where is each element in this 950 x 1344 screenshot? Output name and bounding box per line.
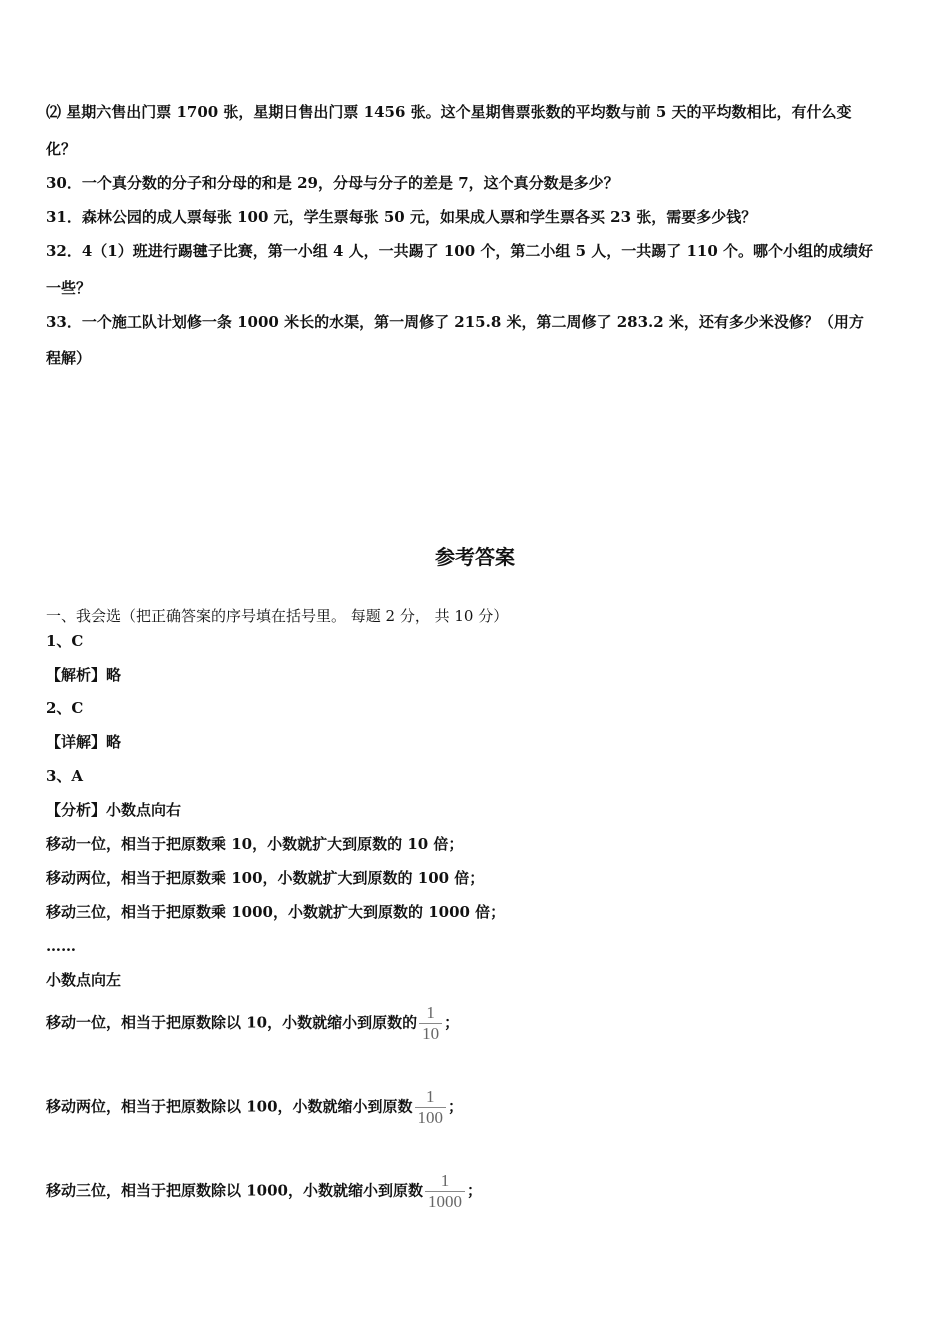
ellipsis: …… xyxy=(46,937,76,955)
shift-right-three: 移动三位，相当于把原数乘 1000，小数就扩大到原数的 1000 倍； xyxy=(46,903,506,921)
question-32: 32．4（1）班进行踢毽子比赛，第一小组 4 人，一共踢了 100 个，第二小组 5 人，一共踢了 110 个。哪个小组的成绩好 xyxy=(46,242,874,260)
section-heading: 一、我会选（把正确答案的序号填在括号里。 每题 2 分， 共 10 分） xyxy=(46,607,509,625)
fraction-numerator: 1 xyxy=(440,1171,450,1190)
fraction-1-100 xyxy=(415,1087,447,1128)
answer-1-note: 【解析】略 xyxy=(46,666,122,684)
answer-2: 2、C xyxy=(46,699,84,717)
shift-left-three xyxy=(46,1171,482,1212)
question-29-2: ⑵ 星期六售出门票 1700 张，星期日售出门票 1456 张。这个星期售票张数的平均数与前 5 天的平均数相比，有什么变 xyxy=(46,103,852,121)
shift-right-two: 移动两位，相当于把原数乘 100，小数就扩大到原数的 100 倍； xyxy=(46,869,485,887)
semicolon: ； xyxy=(466,1181,482,1200)
answer-3-note: 【分析】小数点向右 xyxy=(46,801,182,819)
answer-1: 1、C xyxy=(46,632,84,650)
shift-left-one-text: 移动一位，相当于把原数除以 10，小数就缩小到原数的 xyxy=(46,1013,418,1032)
shift-left-two xyxy=(46,1087,463,1128)
fraction-1-1000 xyxy=(425,1171,465,1212)
shift-left-three-text: 移动三位，相当于把原数除以 1000，小数就缩小到原数 xyxy=(46,1181,423,1200)
question-33: 33．一个施工队计划修一条 1000 米长的水渠，第一周修了 215.8 米，第二周修了 283.2 米，还有多少米没修？（用方 xyxy=(46,313,864,331)
semicolon: ； xyxy=(444,1013,460,1032)
shift-left-one xyxy=(46,1003,459,1044)
question-29-2-continued: 化？ xyxy=(46,140,77,158)
question-32-continued: 一些？ xyxy=(46,279,92,297)
answer-3: 3、A xyxy=(46,767,84,785)
question-30: 30．一个真分数的分子和分母的和是 29，分母与分子的差是 7，这个真分数是多少？ xyxy=(46,174,619,192)
fraction-1-10 xyxy=(419,1003,442,1044)
shift-left-two-text: 移动两位，相当于把原数除以 100，小数就缩小到原数 xyxy=(46,1097,413,1116)
fraction-denominator: 100 xyxy=(415,1107,447,1128)
fraction-numerator: 1 xyxy=(426,1003,435,1022)
fraction-numerator: 1 xyxy=(426,1087,435,1106)
fraction-denominator: 10 xyxy=(419,1023,442,1044)
answer-2-note: 【详解】略 xyxy=(46,733,122,751)
fraction-denominator: 1000 xyxy=(425,1191,465,1212)
shift-right-one: 移动一位，相当于把原数乘 10，小数就扩大到原数的 10 倍； xyxy=(46,835,464,853)
question-31: 31．森林公园的成人票每张 100 元，学生票每张 50 元，如果成人票和学生票各买 23 张，需要多少钱？ xyxy=(46,208,757,226)
semicolon: ； xyxy=(448,1097,464,1116)
answers-title: 参考答案 xyxy=(435,545,515,569)
question-33-continued: 程解） xyxy=(46,349,92,367)
shift-left-heading: 小数点向左 xyxy=(46,971,122,989)
